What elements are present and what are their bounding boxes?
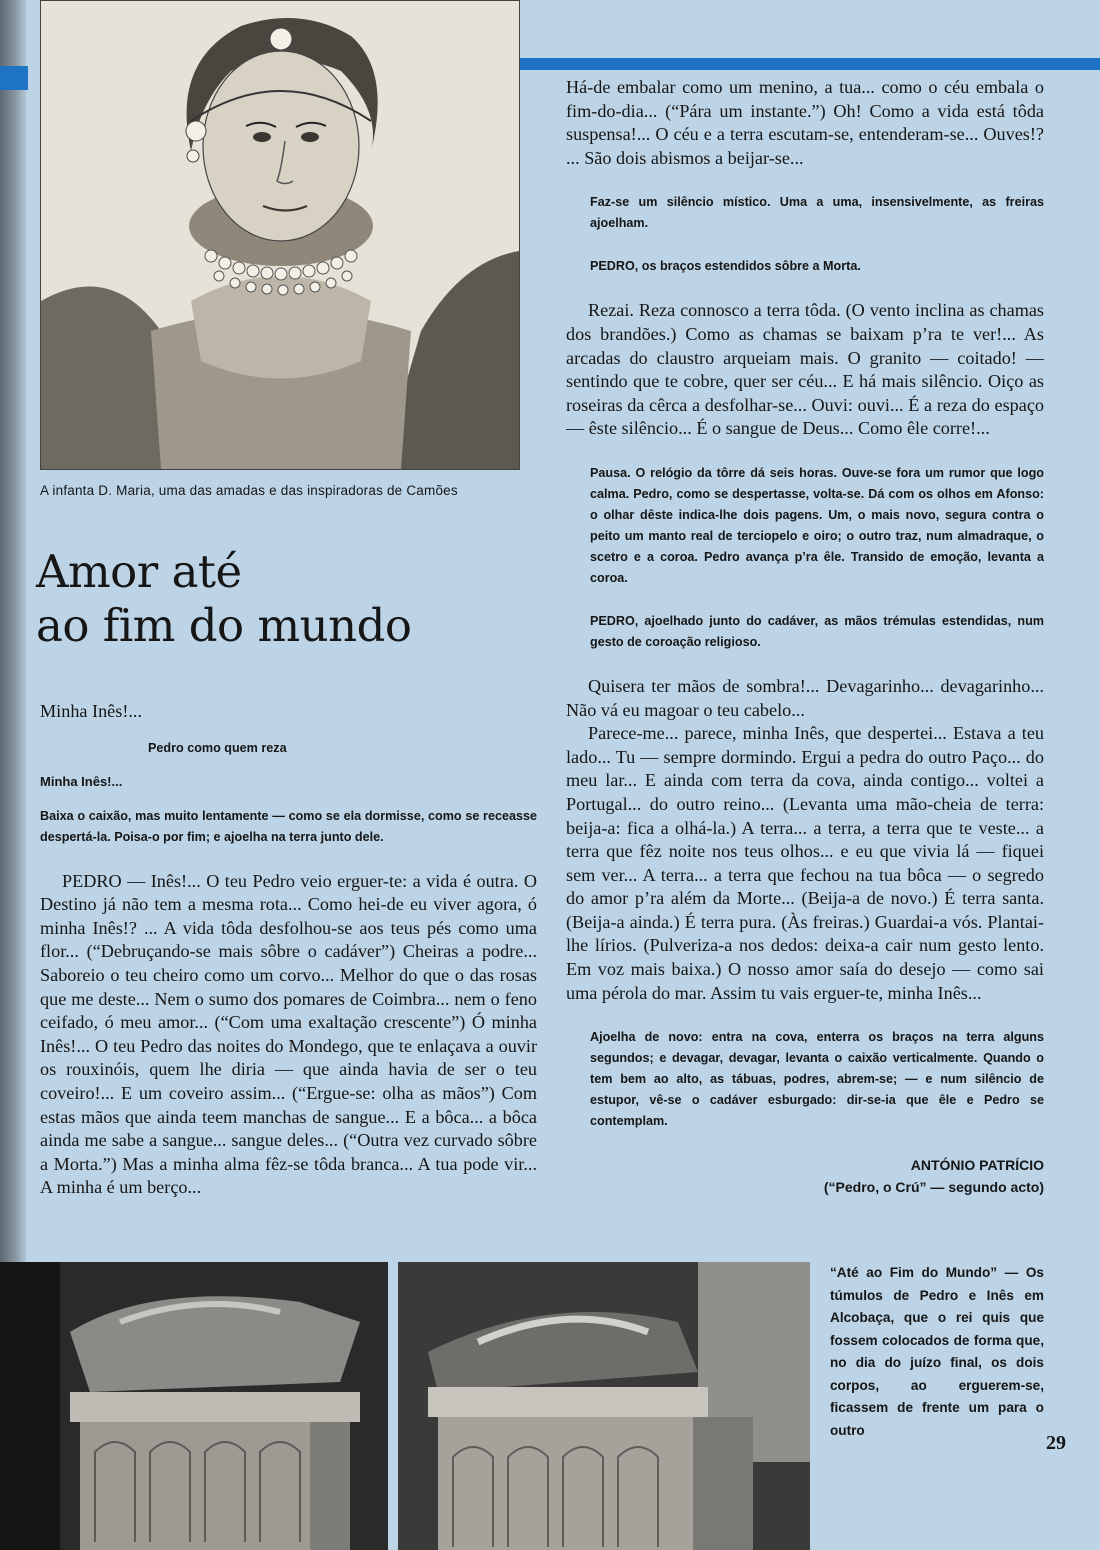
opening-line: Minha Inês!... bbox=[40, 701, 143, 721]
tomb-photo-ines bbox=[398, 1262, 810, 1550]
left-accent-bar bbox=[0, 66, 28, 90]
title-line-2: ao fim do mundo bbox=[36, 599, 412, 652]
stage-direction-caixao: Baixa o caixão, mas muito lentamente — como se ela dormisse, como se receasse despertá-la. Poisa-o por fim; e ajoelha na terra junto dele. bbox=[40, 808, 537, 844]
stage-direction-ajoelha: Ajoelha de novo: entra na cova, enterra os braços na terra alguns segundos; e devagar, devagar, levanta o caixão verticalmente. Quando o tem bem ao alto, as tábuas, podres, abrem-se; — e num silêncio de estupor, vê-se o cadáver esburgado: dir-se-ia que êle e Pedro se contemplam. bbox=[590, 1030, 1044, 1129]
monologue-continued: Há-de embalar como um menino, a tua... como o céu embala o fim-do-dia... (“Pára um instante.”) Oh! Como a vida está tôda suspensa!... O céu e a terra escutam-se, entenderam-se... Ouves!? ... São dois abismos a beijar-se... bbox=[566, 77, 1044, 168]
portrait-illustration bbox=[40, 0, 520, 470]
stage-direction-bracos: PEDRO, os braços estendidos sôbre a Morta. bbox=[590, 259, 861, 274]
article-title bbox=[36, 545, 516, 653]
stage-direction-silencio: Faz-se um silêncio místico. Uma a uma, insensivelmente, as freiras ajoelham. bbox=[590, 195, 1044, 231]
stage-direction-pedro-reza: Pedro como quem reza bbox=[148, 740, 287, 755]
page-number: 29 bbox=[1046, 1432, 1066, 1454]
title-line-1: Amor até bbox=[36, 545, 242, 598]
portrait-caption: A infanta D. Maria, uma das amadas e das inspiradoras de Camões bbox=[40, 483, 458, 498]
top-accent-bar bbox=[520, 58, 1100, 70]
left-column bbox=[40, 700, 537, 1200]
monologue-rezai: Rezai. Reza connosco a terra tôda. (O vento inclina as chamas dos brandões.) Como as chamas se baixam p’ra te ver!... As arcadas do claustro arqueiam mais. O granito — coitado! — sentindo que te cobre, quer ser céu... E há mais silêncio. Oiço as roseiras da cêrca a desfolhar-se... Ouvi: ouvi... É a reza do espaço — êste silêncio... É o sangue de Deus... Como êle corre!... bbox=[566, 300, 1044, 439]
tomb-photo-pedro bbox=[0, 1262, 388, 1550]
monologue-sombra: Quisera ter mãos de sombra!... Devagarinho... devagarinho... Não vá eu magoar o teu cabelo... bbox=[566, 675, 1044, 720]
author-source: (“Pedro, o Crú” — segundo acto) bbox=[823, 1179, 1044, 1196]
tombs-caption: “Até ao Fim do Mundo” — Os túmulos de Pedro e Inês em Alcobaça, que o rei quis que fossem colocados de forma que, no dia do juízo final, os dois corpos, ao erguerem-se, ficassem de frente um para o outro bbox=[830, 1265, 1044, 1438]
monologue-terra: Parece-me... parece, minha Inês, que despertei... Estava a teu lado... Tu — sempre dormindo. Ergui a pedra do outro Paço... do meu lar... E ainda com terra da cova, ainda contigo... voltei a Portugal... do outro reino... (Levanta uma mão-cheia de terra: beija-a: fica a olhá-la.) A terra... a terra, a terra que te veste... a terra que fêz noite nos teus olhos... e eu que vivia lá — fiquei sem ver... A terra... a terra que fechou na tua bôca — o segredo do amor p’ra além da Morte... (Beija-a de novo.) É terra santa. (Beija-a ainda.) É terra pura. (Às freiras.) Guardai-a vós. Plantai-lhe lírios. (Pulveriza-a nos dedos: deixa-a cair num gesto lento. Em voz mais baixa.) O nosso amor saía do desejo — como sai uma pérola do mar. Assim tu vais erguer-te, minha Inês... bbox=[566, 723, 1044, 1003]
pedro-monologue: PEDRO — Inês!... O teu Pedro veio erguer-te: a vida é outra. O Destino já não tem a mesma rota... Como hei-de eu viver agora, ó minha Inês!? ... A vida tôda desfolhou-se aos teus pés como uma flor... (“Debruçando-se mais sôbre o cadáver”) Cheiras a podre... Saboreio o teu cheiro como um corvo... Melhor do que o das rosas que me deste... Nem o sumo dos pomares de Coimbra... nem o feno ceifado, ó meu amor... (“Com uma exaltação crescente”) Ó minha Inês!... O teu Pedro das noites do Mondego, que te enlaçava a ouvir os rouxinóis, quem lhe diria — que ainda havia de ser o teu coveiro!... E um coveiro assim... (“Ergue-se: olha as mãos”) Com estas mãos que ainda teem manchas de sangue... E a bôca... a bôca ainda me sabe a sangue... sangue deles... (“Outra vez curvado sôbre a Morta.”) Mas a minha alma fêz-se tôda branca... A tua pode vir... A minha é um berço... bbox=[40, 870, 537, 1198]
repeated-line: Minha Inês!... bbox=[40, 773, 123, 789]
stage-direction-pausa: Pausa. O relógio da tôrre dá seis horas. Ouve-se fora um rumor que logo calma. Pedro, como se despertasse, volta-se. Dá com os olhos em Afonso: o olhar dêste indica-lhe dois pagens. Um, o mais novo, segura contra o peito um manto real de terciopelo e oiro; o outro traz, num almadraque, o scetro e a coroa. Pedro avança p’ra êle. Transido de emoção, levanta a coroa. bbox=[590, 465, 1044, 585]
right-column bbox=[566, 76, 1044, 1198]
stage-direction-ajoelhado: PEDRO, ajoelhado junto do cadáver, as mãos trémulas estendidas, num gesto de coroação religioso. bbox=[590, 613, 1044, 649]
author-name: ANTÓNIO PATRÍCIO bbox=[910, 1157, 1044, 1174]
